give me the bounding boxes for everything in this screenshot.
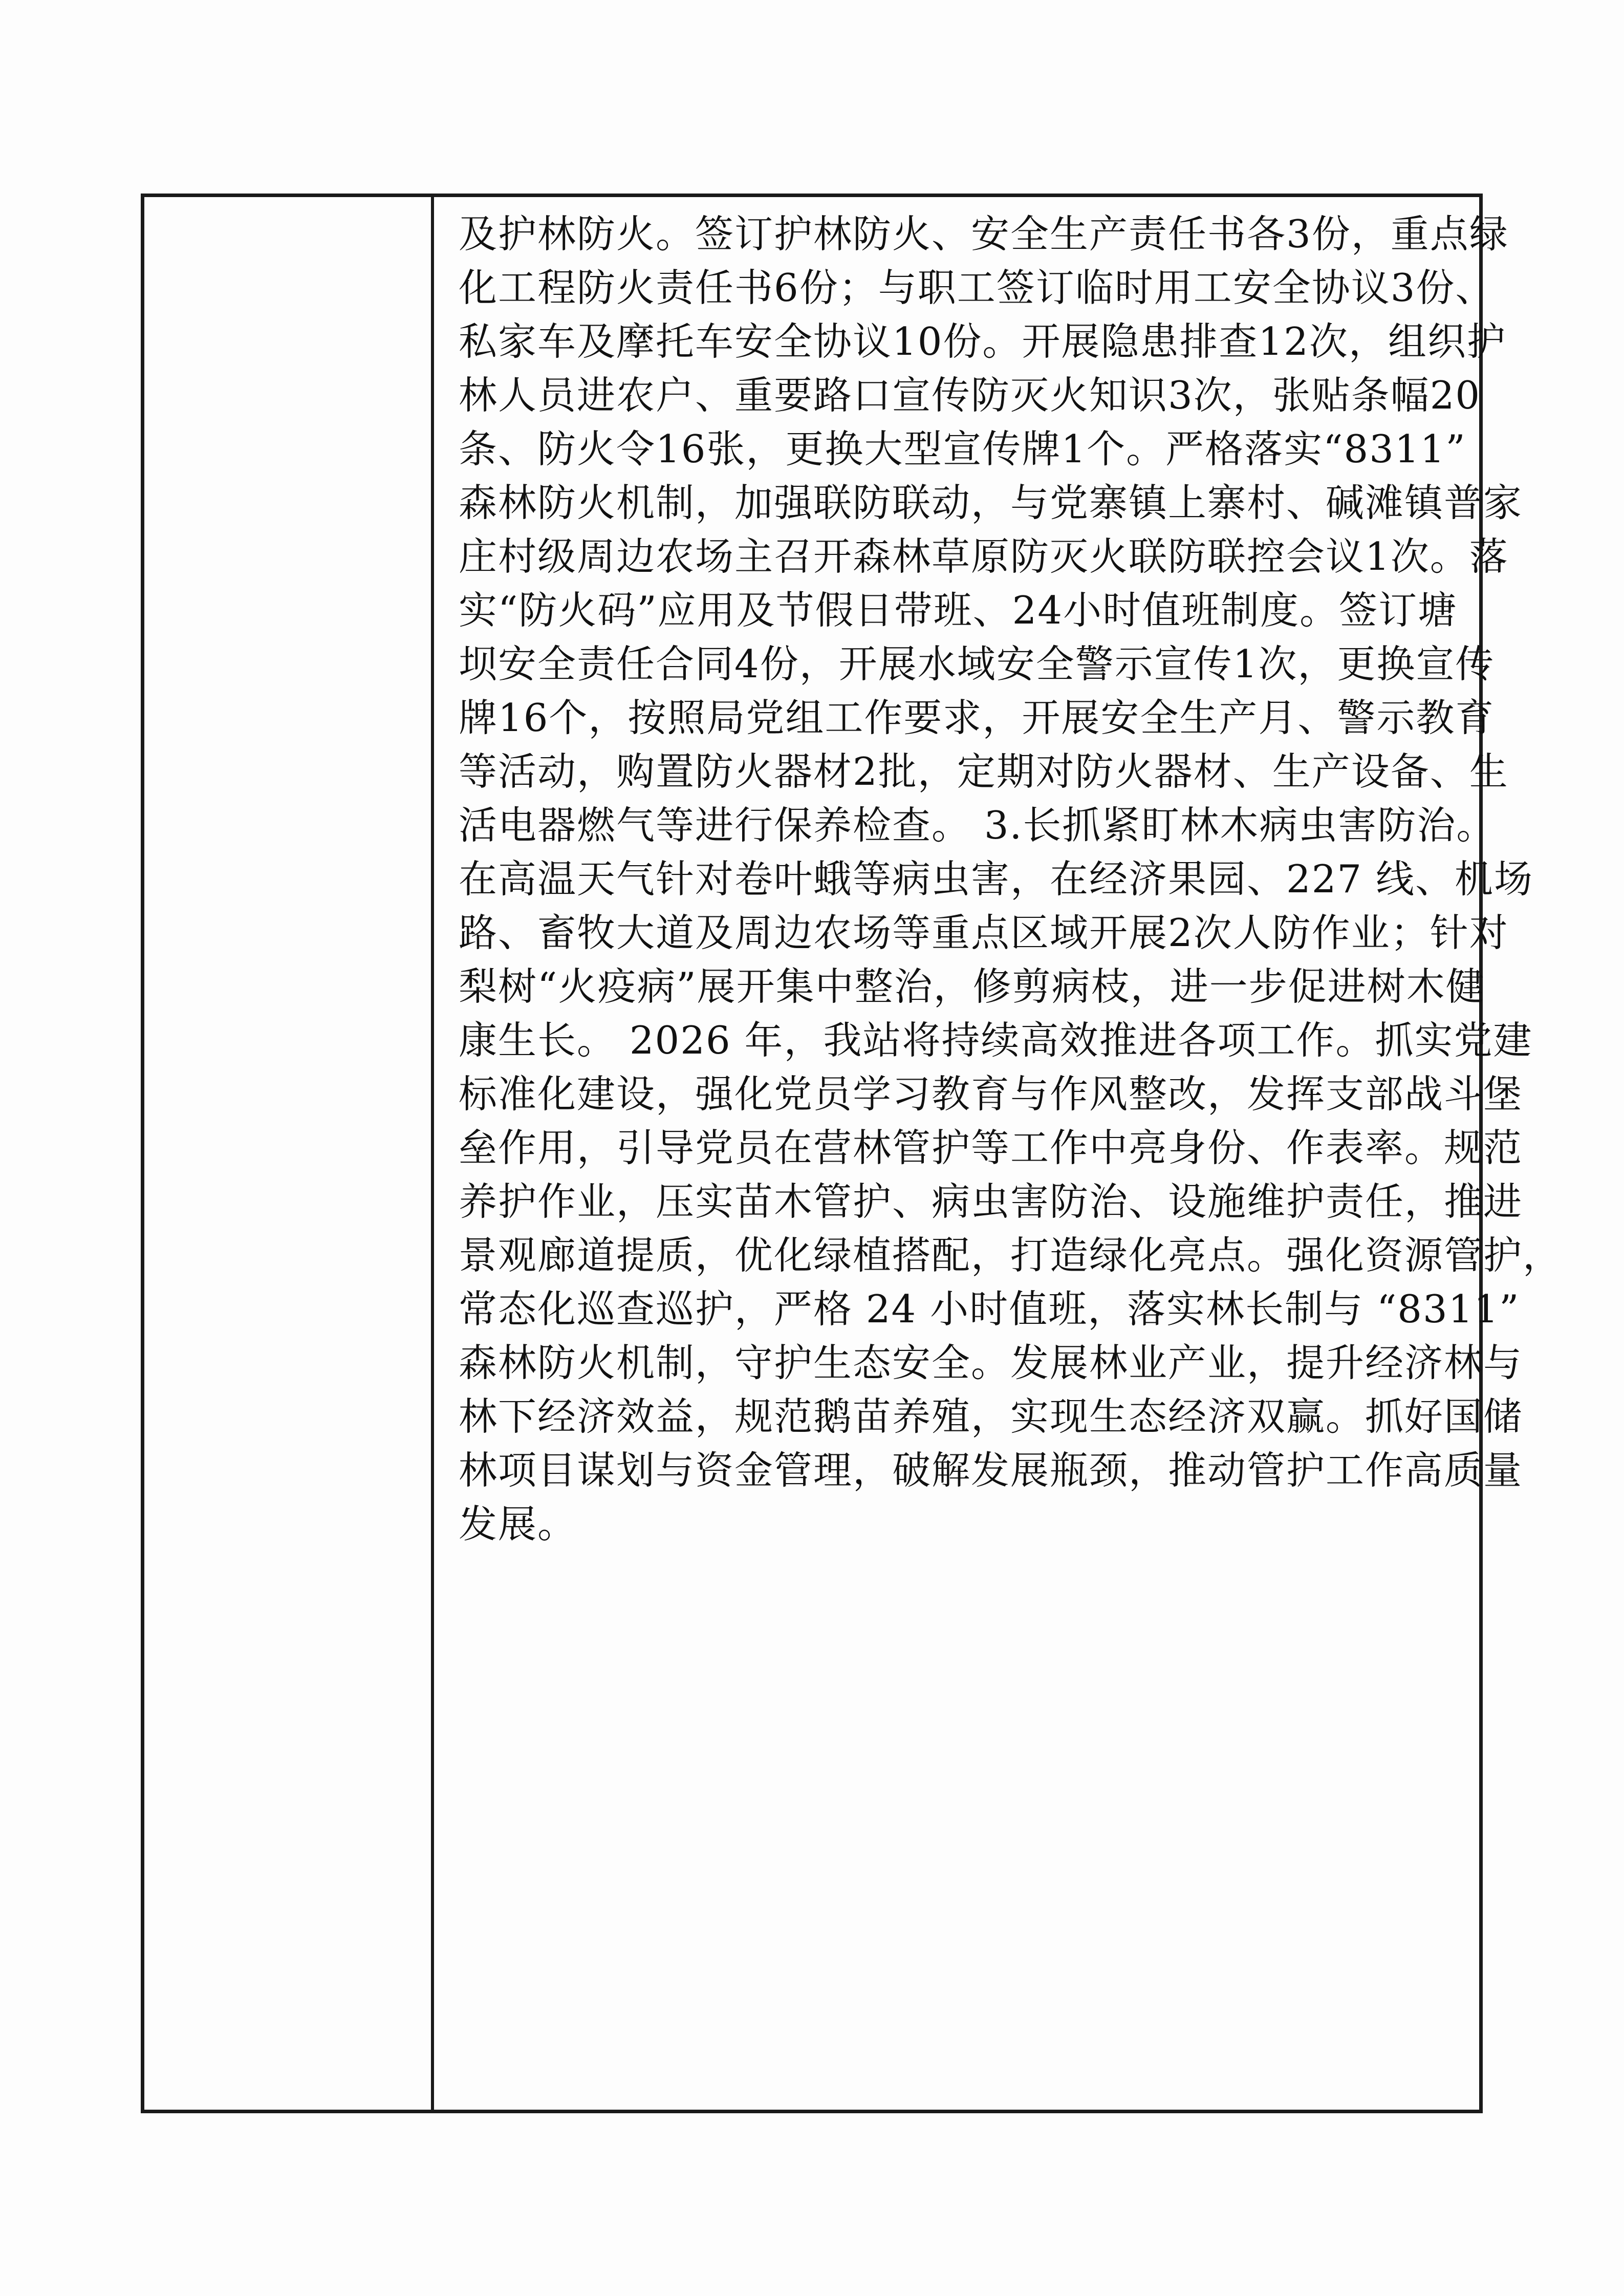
text-line: 坝安全责任合同4份，开展水域安全警示宣传1次，更换宣传	[459, 641, 1495, 686]
text-line: 活电器燃气等进行保养检查。 3.长抓紧盯林木病虫害防治。	[459, 803, 1496, 848]
text-line: 森林防火机制，加强联防联动，与党寨镇上寨村、碱滩镇普家	[459, 480, 1523, 525]
text-line: 垒作用，引导党员在营林管护等工作中亮身份、作表率。规范	[459, 1125, 1523, 1170]
report-table	[141, 194, 1563, 2113]
text-line: 林人员进农户、重要路口宣传防灭火知识3次，张贴条幅20	[459, 373, 1481, 418]
label-cell	[144, 197, 434, 2110]
text-line: 林项目谋划与资金管理，破解发展瓶颈，推动管护工作高质量	[459, 1448, 1523, 1493]
text-line: 等活动，购置防火器材2批，定期对防火器材、生产设备、生	[459, 749, 1509, 794]
text-line: 林下经济效益，规范鹅苗养殖，实现生态经济双赢。抓好国储	[459, 1394, 1523, 1439]
text-line: 梨树“火疫病”展开集中整治，修剪病枝，进一步促进树木健	[459, 964, 1485, 1009]
text-line: 庄村级周边农场主召开森林草原防灭火联防联控会议1次。落	[459, 534, 1509, 579]
text-line: 路、畜牧大道及周边农场等重点区域开展2次人防作业；针对	[459, 910, 1509, 955]
text-line: 牌16个，按照局党组工作要求，开展安全生产月、警示教育	[459, 695, 1495, 740]
text-line: 实“防火码”应用及节假日带班、24小时值班制度。签订塘	[459, 588, 1458, 633]
text-line: 及护林防火。签订护林防火、安全生产责任书各3份，重点绿	[459, 211, 1509, 256]
text-line: 私家车及摩托车安全协议10份。开展隐患排查12次，组织护	[459, 319, 1506, 364]
text-line: 化工程防火责任书6份；与职工签订临时用工安全协议3份、	[459, 265, 1495, 310]
text-line: 发展。	[459, 1501, 577, 1547]
text-line: 森林防火机制，守护生态安全。发展林业产业，提升经济林与	[459, 1340, 1523, 1385]
text-line: 景观廊道提质，优化绿植搭配，打造绿化亮点。强化资源管护，	[459, 1233, 1563, 1278]
text-line: 康生长。 2026 年，我站将持续高效推进各项工作。抓实党建	[459, 1018, 1533, 1063]
text-line: 条、防火令16张，更换大型宣传牌1个。严格落实“8311”	[459, 426, 1466, 471]
text-line: 养护作业，压实苗木管护、病虫害防治、设施维护责任，推进	[459, 1179, 1523, 1224]
text-line: 在高温天气针对卷叶蛾等病虫害，在经济果园、227 线、机场	[459, 856, 1533, 902]
content-cell	[434, 197, 1563, 2110]
text-line: 常态化巡查巡护，严格 24 小时值班，落实林长制与 “8311”	[459, 1286, 1520, 1332]
text-line: 标准化建设，强化党员学习教育与作风整改，发挥支部战斗堡	[459, 1071, 1523, 1117]
